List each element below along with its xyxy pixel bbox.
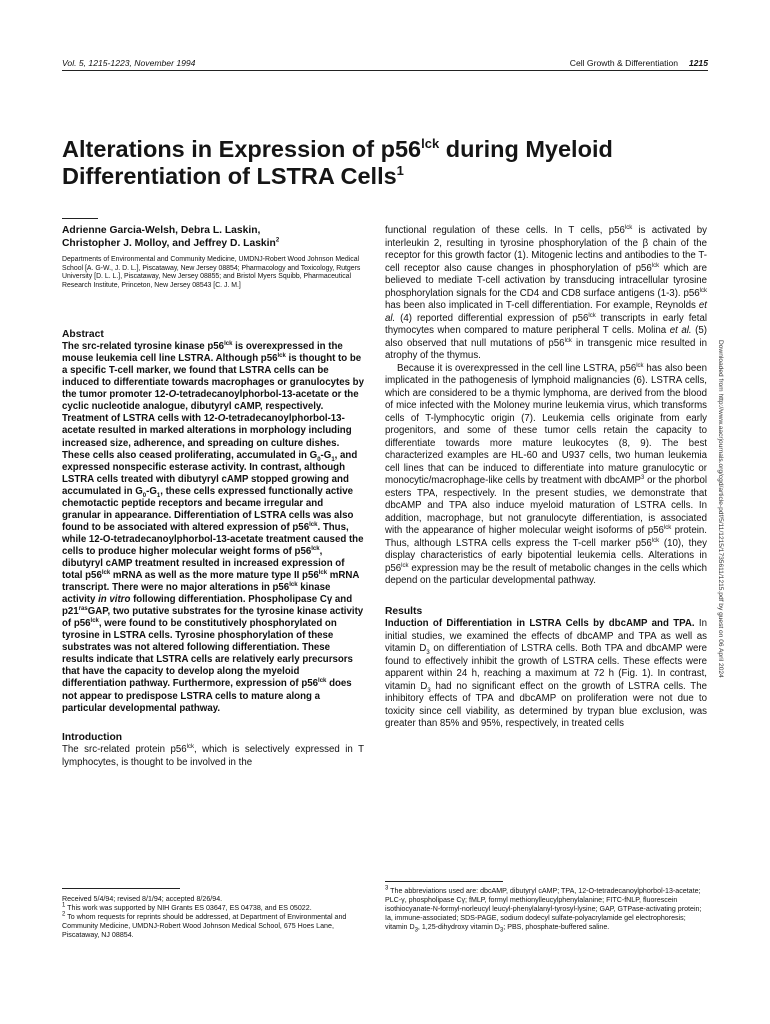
footnote-rule-right xyxy=(385,881,503,882)
abstract-heading: Abstract xyxy=(62,328,104,340)
page-number: 1215 xyxy=(688,58,708,68)
introduction-text: The src-related protein $p56^{lck}$, which is selectively expressed in T lymphocytes, is thought to be involved in the xyxy=(62,743,364,768)
author-list: Adrienne Garcia-Welsh, Debra L. Laskin, Christopher J. Molloy, and Jeffrey D. Laskin$^2$ xyxy=(62,225,280,249)
left-column xyxy=(62,225,364,769)
download-watermark: Downloaded from http://www.aacrjournals.org/cgd/article-pdf/5/11/1215/1735611/1215.pdf by guest on 06 April 2024 xyxy=(717,340,724,678)
footnote-3: $^3$ The abbreviations used are: dbcAMP, dibutyryl cAMP; TPA, 12-O-tetradecanoylphorbol-13-acetate; PLC-γ, phospholipase Cγ; fMLP, formyl methionylleucylphenylalanine; FITC-fNLP, fluorescein isothiocyanate-N-formyl-norleucyl leucyl-phenylalanyl-tyrosyl-lysine; GAP, GTPase-activating protein; Ia, immune-associated; SDS-PAGE, sodium dodecyl sulfate-polyacrylamide gel electrophoresis; vitamin $D_3$, 1,25-dihydroxy vitamin $D_3$; PBS, phosphate-buffered saline. xyxy=(385,885,702,934)
intro-paragraph-2: Because it is overexpressed in the cell line LSTRA, $p56^{lck}$ has also been implicated in the pathogenesis of lymphoid malignancies (6). LSTRA cells, which are considered to be a thymic lymphoma, are derived from the blood of mice infected with the Moloney murine leukemia virus, which transforms cells of T-lymphocytic origin (7). Leukemia cells originate from early progenitors, and some of these tumor cells retain the capacity to differentiate towards more mature leukocytes (8, 9). The best characterized examples are HL-60 and U937 cells, two human leukemia cell lines that can be induced to differentiate into mature granulocytic or monocytic/macrophage-like cells by treatment with dbcAMP$^3$ or the phorbol esters TPA, respectively. In the present studies, we demonstrate that dbcAMP and TPA also induce myeloid maturation of LSTRA cells. In addition, macrophage, but not granulocyte differentiation, is associated with the appearance of higher molecular weight isoforms of $p56^{lck}$ protein. Thus, although LSTRA cells express the T-cell marker $p56^{lck}$ (10), they display characteristics of early bipotential leukemia cells. Alterations in $p56^{lck}$ expression may be the result of metabolic changes in the cells which depend on the particular developmental pathway. xyxy=(385,362,707,586)
article-title: Alterations in Expression of $p56^{lck}$ during Myeloid Differentiation of LSTRA Cells$^1$ xyxy=(62,136,613,189)
results-text: Induction of Differentiation in LSTRA Cells by dbcAMP and TPA. In initial studies, we examined the effects of dbcAMP and TPA as well as vitamin $D_3$ on differentiation of LSTRA cells. Both TPA and dbcAMP were found to effectively inhibit the growth of LSTRA cells. These effects were apparent within 24 h, reaching a maximum at 72 h (Fig. 1). In contrast, vitamin $D_3$ had no significant effect on the growth of LSTRA cells. The inhibitory effects of TPA and dbcAMP on proliferation were not due to toxicity since cell viability, as determined by trypan blue exclusion, was greater than 85% and 95%, respectively, in treated cells xyxy=(385,618,707,730)
received-dates: Received 5/4/94; revised 8/1/94; accepted 8/26/94. xyxy=(62,895,223,903)
introduction-heading: Introduction xyxy=(62,731,123,743)
footnotes-left xyxy=(62,895,364,940)
journal-name: Cell Growth & Differentiation xyxy=(569,58,678,68)
footnote-2: $^2$ To whom requests for reprints should be addressed, at Department of Environmental and Community Medicine, UMDNJ-Robert Wood Johnson Medical School, 675 Hoes Lane, Piscataway, NJ 08854. xyxy=(62,911,347,940)
affiliations: Departments of Environmental and Community Medicine, UMDNJ-Robert Wood Johnson Medical School [A. G-W., J. D. L.], Piscataway, New Jersey 08854; Pharmacology and Toxicology, Rutgers University [D. L. L.], Piscataway, New Jersey 08855; and Bristol Myers Squibb, Pharmaceutical Research Institute, Princeton, New Jersey 08543 [C. J. M.] xyxy=(62,256,361,289)
footnote-1: $^1$ This work was supported by NIH Grants ES 03647, ES 04738, and ES 05022. xyxy=(62,902,312,913)
footnotes-right xyxy=(385,887,707,932)
results-subheading: Induction of Differentiation in LSTRA Cells by dbcAMP and TPA. xyxy=(385,618,695,630)
journal-citation: Vol. 5, 1215-1223, November 1994 xyxy=(62,58,196,68)
title-rule xyxy=(62,218,98,219)
right-column xyxy=(385,225,707,731)
running-head xyxy=(62,58,708,72)
footnote-rule-left xyxy=(62,888,180,889)
abstract-text: The src-related tyrosine kinase $p56^{lck}$ is overexpressed in the mouse leukemia cell line LSTRA. Although $p56^{lck}$ is thought to be a specific T-cell marker, we found that LSTRA cells can be induced to differentiate towards macrophages or granulocytes by the tumor promoter 12-O-tetradecanoylphorbol-13-acetate or the cyclic nucleotide analogue, dibutyryl cAMP, respectively. Treatment of LSTRA cells with 12-O-tetradecanoylphorbol-13-acetate resulted in marked alterations in morphology including increased size, adherence, and spreading on culture dishes. These cells also ceased proliferating, accumulated in $G_0-G_1$, and expressed nonspecific esterase activity. In contrast, although LSTRA cells treated with dibutyryl cAMP stopped growing and accumulated in $G_0-G_1$, these cells expressed functionally active chemotactic peptide receptors and became irregular and granular in appearance. Differentiation of LSTRA cells was also found to be associated with altered expression of $p56^{lck}$. Thus, while 12-O-tetradecanoylphorbol-13-acetate treatment caused the cells to produce higher molecular weight forms of $p56^{lck}$, dibutyryl cAMP treatment resulted in increased expression of total $p56^{lck}$ mRNA as well as the more mature type II $p56^{lck}$ mRNA transcript. There were no major alterations in $p56^{lck}$ kinase activity in vitro following differentiation. Phospholipase Cγ and $p21^{ras}GAP$, two putative substrates for the tyrosine kinase activity of $p56^{lck}$, were found to be constitutively phosphorylated on tyrosine in LSTRA cells. Tyrosine phosphorylation of these substrates was not altered following differentiation. These results indicate that LSTRA cells are relatively early precursors that have the capacity to develop along the myeloid differentiation pathway. Furthermore, expression of $p56^{lck}$ does not appear to predispose LSTRA cells to mature along a particular developmental pathway. xyxy=(62,340,364,714)
results-heading: Results xyxy=(385,605,423,617)
header-rule xyxy=(62,70,708,71)
intro-paragraph-1: functional regulation of these cells. In T cells, $p56^{lck}$ is activated by interleukin 2, resulting in tyrosine phosphorylation of the β chain of the receptor for this growth factor (1). Mitogenic lectins and antibodies to the T-cell receptor also cause changes in phosphorylation of $p56^{lck}$ which are believed to mediate T-cell activation by transducing intracellular tyrosine phosphorylation signals for the CD4 and CD8 surface antigens (1-3). $p56^{lck}$ has been also implicated in T-cell differentiation. For example, Reynolds et al. (4) reported differential expression of $p56^{lck}$ transcripts in early fetal thymocytes when compared to mature peripheral T cells. Molina et al. (5) also observed that null mutations of $p56^{lck}$ in transgenic mice resulted in atrophy of the thymus. xyxy=(385,224,708,361)
